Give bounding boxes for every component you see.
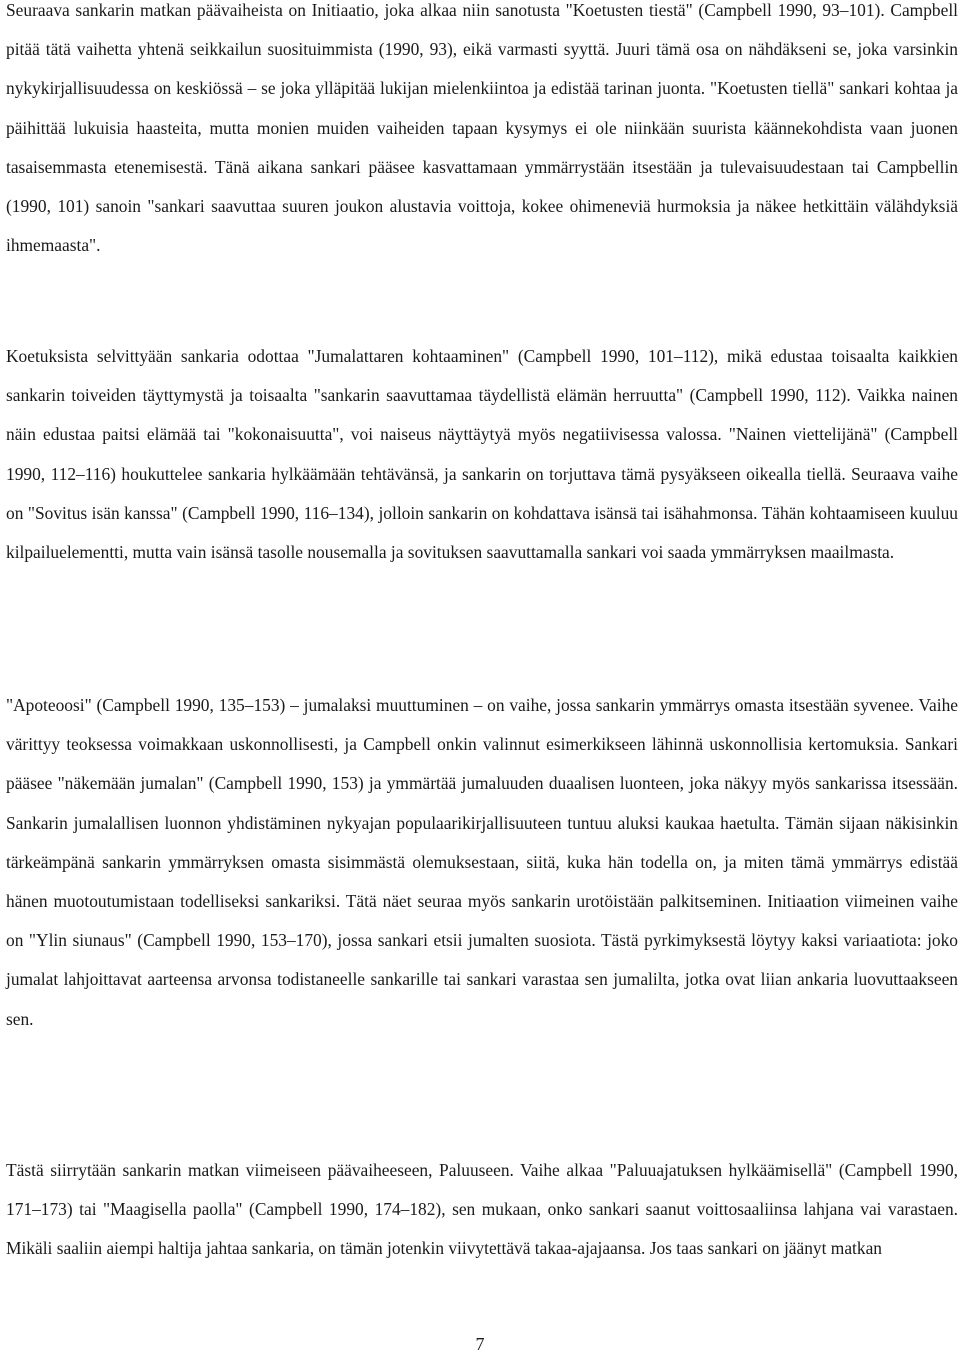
paragraph-apotheosis: "Apoteoosi" (Campbell 1990, 135–153) – jumalaksi muuttuminen – on vaihe, jossa sankarin ymmärrys omasta itsestään syvenee. Vaihe värittyy teoksessa voimakkaan uskonnollisesti, ja Campbell onkin valinnut esimerkikseen lähinnä uskonnollisia kertomuksia. Sankari pääsee "näkemään jumalan" (Campbell 1990, 153) ja ymmärtää jumaluuden duaalisen luonteen, joka näkyy myös sankarissa itsessään. Sankarin jumalallisen luonnon yhdistäminen nykyajan populaarikirjallisuuteen tuntuu aluksi kaukaa haetulta. Tämän sijaan näkisinkin tärkeämpänä sankarin ymmärryksen omasta sisimmästä olemuksestaan, siitä, kuka hän todella on, ja miten tämä ymmärrys edistää hänen muotoutumistaan todelliseksi sankariksi. Tätä näet seuraa myös sankarin urotöistään palkitseminen. Initiaation viimeinen vaihe on "Ylin siunaus" (Campbell 1990, 153–170), jossa sankari etsii jumalten suosiota. Tästä pyrkimyksestä löytyy kaksi variaatiota: joko jumalat lahjoittavat aarteensa arvonsa todistaneelle sankarille tai sankari varastaa sen jumalilta, jotka ovat liian ankaria luovuttaakseen sen. [6, 695, 958, 1029]
paragraph-goddess-meeting: Koetuksista selvittyään sankaria odottaa "Jumalattaren kohtaaminen" (Campbell 1990, 101–112), mikä edustaa toisaalta kaikkien sankarin toiveiden täyttymystä ja toisaalta "sankarin saavuttamaa täydellistä elämän herruutta" (Campbell 1990, 112). Vaikka nainen näin edustaa paitsi elämää tai "kokonaisuutta", voi naiseus näyttäytyä myös negatiivisessa valossa. "Nainen viettelijänä" (Campbell 1990, 112–116) houkuttelee sankaria hylkäämään tehtävänsä, ja sankarin on torjuttava tämä pysyäkseen oikealla tiellä. Seuraava vaihe on "Sovitus isän kanssa" (Campbell 1990, 116–134), jolloin sankarin on kohdattava isänsä tai isähahmonsa. Tähän kohtaamiseen kuuluu kilpailuelementti, mutta vain isänsä tasolle nousemalla ja sovituksen saavuttamalla sankari voi saada ymmärryksen maailmasta. [6, 346, 958, 563]
paragraph-return: Tästä siirrytään sankarin matkan viimeiseen päävaiheeseen, Paluuseen. Vaihe alkaa "Paluuajatuksen hylkäämisellä" (Campbell 1990, 171–173) tai "Maagisella paolla" (Campbell 1990, 174–182), sen mukaan, onko sankari saanut voittosaaliinsa lahjana vai varastaen. Mikäli saaliin aiempi haltija jahtaa sankaria, on tämän jotenkin viivytettävä takaa-ajajaansa. Jos taas sankari on jäänyt matkan [6, 1160, 958, 1259]
page-number: 7 [475, 1334, 485, 1354]
paragraph-initiation-trials: Seuraava sankarin matkan päävaiheista on Initiaatio, joka alkaa niin sanotusta "Koetusten tiestä" (Campbell 1990, 93–101). Campbell pitää tätä vaihetta yhtenä seikkailun suosituimmista (1990, 93), eikä varmasti syyttä. Juuri tämä osa on nähdäkseni se, joka varsinkin nykykirjallisuudessa on keskiössä – se joka ylläpitää lukijan mielenkiintoa ja edistää tarinan juonta. "Koetusten tiellä" sankari kohtaa ja päihittää lukuisia haasteita, mutta monien muiden vaiheiden tapaan kysymys ei ole niinkään suurista käännekohdista vaan juonen tasaisemmasta etenemisestä. Tänä aikana sankari pääsee kasvattamaan ymmärrystään itsestään ja tulevaisuudestaan tai Campbellin (1990, 101) sanoin "sankari saavuttaa suuren joukon alustavia voittoja, kokee ohimeneviä hurmoksia ja näkee hetkittäin välähdyksiä ihmemaasta". [6, 0, 958, 256]
